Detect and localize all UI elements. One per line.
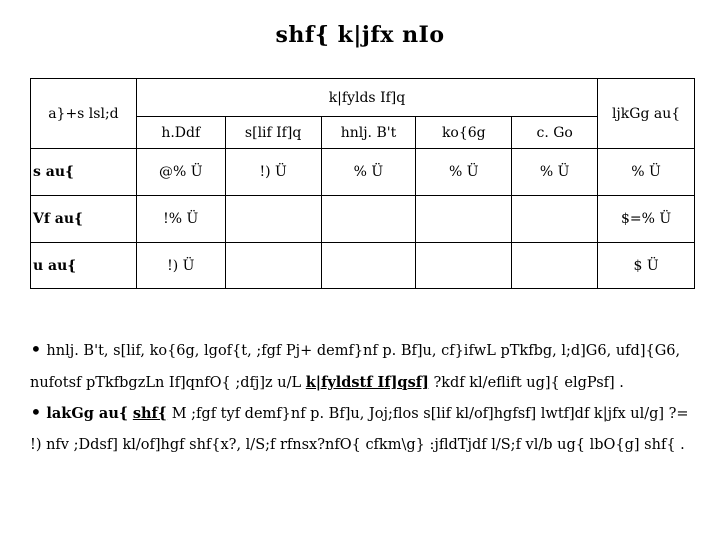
table-cell: $=% Ü [598,196,695,243]
note-priority-sector [30,336,698,399]
note-emphasis: shf{ [132,405,168,422]
table-cell: % Ü [321,149,416,196]
note-deprived-sector [30,398,698,461]
table-cell: % Ü [512,149,598,196]
sub-header: s[lif If]q [225,117,321,149]
table-row [31,243,695,289]
table-cell: !) Ü [225,149,321,196]
table-cell [225,196,321,243]
table-row [31,196,695,243]
bullet-icon: • [30,400,42,424]
page-title: shf{ k|jfx nIo [275,22,445,48]
table-cell [321,196,416,243]
table-cell [225,243,321,289]
row-label: s au{ [31,149,137,196]
table-cell [512,196,598,243]
sub-header: h.Ddf [136,117,225,149]
note-text: M ;fgf tyf demf}nf p. Bf]u, Joj;flos s[lif kl/of]hgfsf] lwtf]df k|jfx ul/g] ?= !) nfv ;Ddsf] kl/of]hgf shf{x?, l/S;f rfnsx?nfO{ cfkm\g} :jfldTjdf l/S;f vl/b ug{ lbO{g] shf{ . [30,406,689,453]
corner-header: a}+s lsl;d [31,79,137,149]
table-cell: !) Ü [136,243,225,289]
last-column-header: ljkGg au{ [598,79,695,149]
sub-header: hnlj. B't [321,117,416,149]
table-cell [321,243,416,289]
table-cell: % Ü [598,149,695,196]
table-cell: @% Ü [136,149,225,196]
table-cell: $ Ü [598,243,695,289]
group-header: k|fylds If]q [136,79,597,117]
bullet-icon: • [30,337,42,361]
lending-table [30,78,695,289]
note-text: ?kdf kl/eflift ug]{ elgPsf] . [433,375,624,391]
note-emphasis: k|fyldstf If]qsf] [305,374,429,391]
table-cell: !% Ü [136,196,225,243]
table-cell: % Ü [416,149,512,196]
table-cell [512,243,598,289]
row-label: u au{ [31,243,137,289]
note-text: hnlj. B't, s[lif, ko{6g, lgof{t, ;fgf Pj+ demf}nf p. Bf]u, cf}ifwL pTkfbg, l;d]G6, ufd]{G6, nufotsf pTkfbgzLn If]qnfO{ ;dfj]z u/L [30,343,681,391]
row-label: Vf au{ [31,196,137,243]
table-cell [416,243,512,289]
table-cell [416,196,512,243]
table-row [31,149,695,196]
note-emphasis: lakGg au{ [46,405,129,422]
sub-header: c. Go [512,117,598,149]
sub-header: ko{6g [416,117,512,149]
